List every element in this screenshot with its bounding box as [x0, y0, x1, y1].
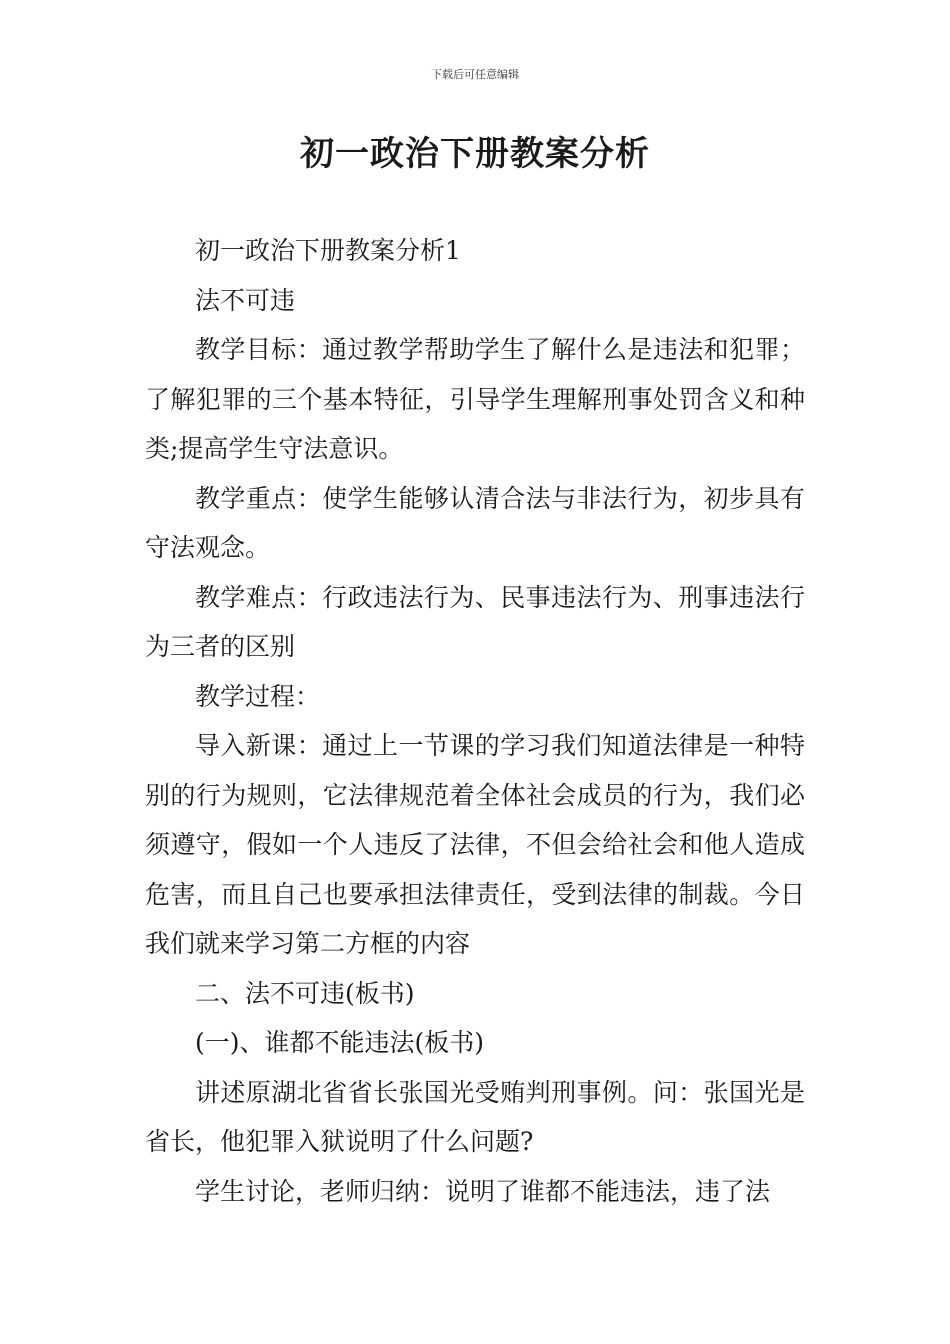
paragraph-teaching-difficulty: 教学难点：行政违法行为、民事违法行为、刑事违法行为三者的区别: [145, 582, 805, 661]
paragraph-teaching-goals: 教学目标：通过教学帮助学生了解什么是违法和犯罪；了解犯罪的三个基本特征，引导学生理解刑事处罚含义和种类;提高学生守法意识。: [145, 335, 805, 463]
paragraph-discussion: 学生讨论，老师归纳：说明了谁都不能违法，违了法: [195, 1176, 771, 1206]
paragraph-case-story: 讲述原湖北省省长张国光受贿判刑事例。问：张国光是省长，他犯罪入狱说明了什么问题?: [145, 1077, 805, 1156]
paragraph-section-title: 初一政治下册教案分析1: [195, 236, 461, 265]
paragraph-lesson-title: 法不可违: [195, 285, 296, 315]
paragraph-introduction: 导入新课：通过上一节课的学习我们知道法律是一种特别的行为规则，它法律规范着全体社会成员的行为，我们必须遵守，假如一个人违反了法律，不但会给社会和他人造成危害，而且自己也要承担法律责任，受到法律的制裁。今日我们就来学习第二方框的内容: [145, 731, 805, 958]
paragraph-board-heading-2-1: (一)、谁都不能违法(板书): [195, 1028, 485, 1057]
document-body: [145, 226, 805, 1216]
paragraph-teaching-process: 教学过程：: [195, 681, 321, 711]
paragraph-board-heading-2: 二、法不可违(板书): [195, 978, 415, 1008]
paragraph-teaching-focus: 教学重点：使学生能够认清合法与非法行为，初步具有守法观念。: [145, 483, 805, 562]
document-title: 初一政治下册教案分析: [300, 134, 650, 174]
header-note: 下载后可任意编辑: [431, 68, 519, 81]
